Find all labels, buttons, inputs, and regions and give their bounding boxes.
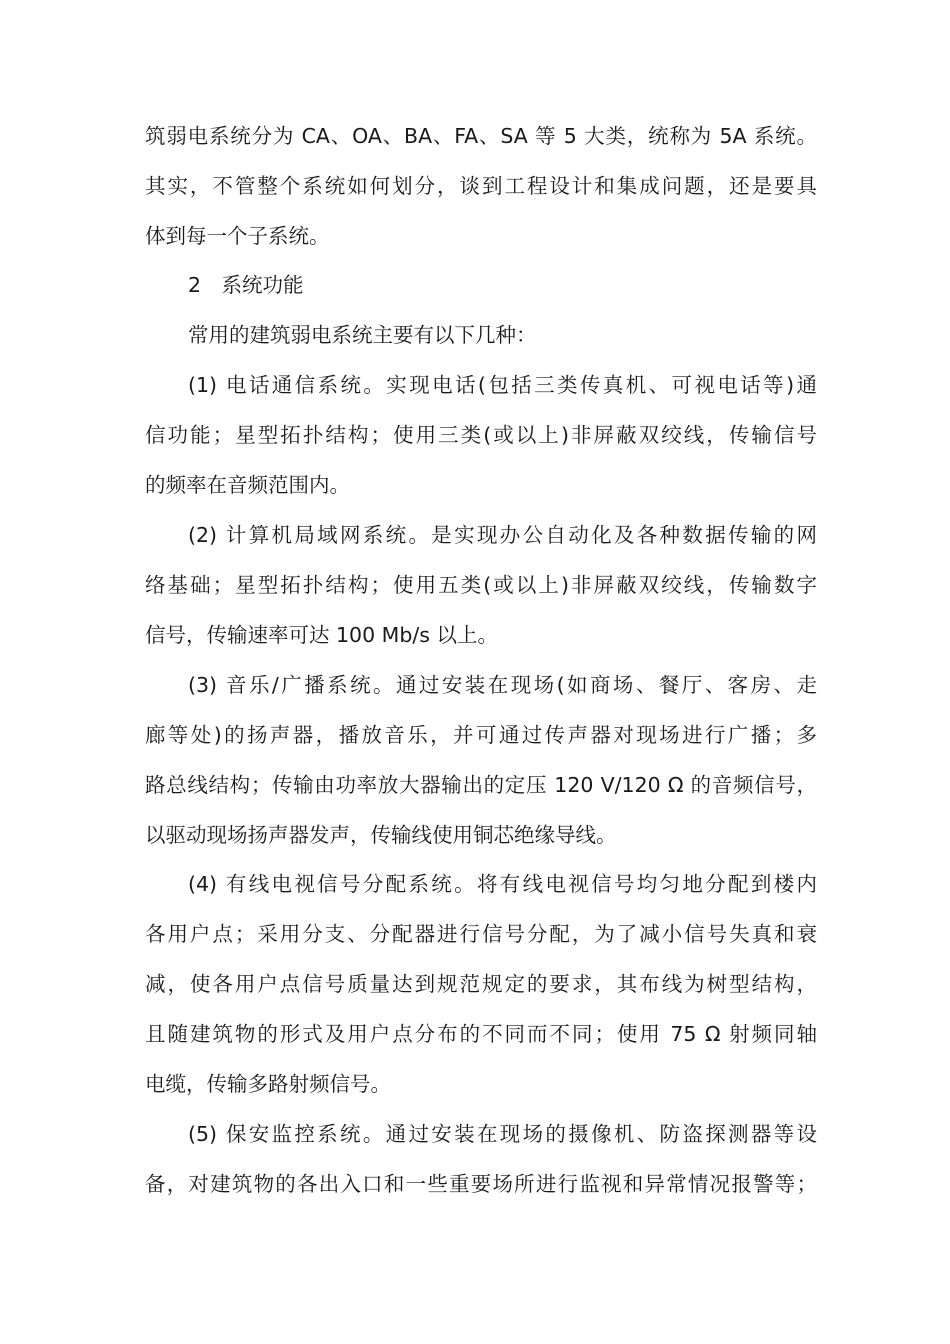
list-item-line: (2) 计算机局域网系统。是实现办公自动化及各种数据传输的网 <box>188 523 817 547</box>
list-item-line: 减，使各用户点信号质量达到规范规定的要求，其布线为树型结构， <box>145 972 817 996</box>
list-item-line: (5) 保安监控系统。通过安装在现场的摄像机、防盗探测器等设 <box>188 1122 817 1146</box>
list-item-line: 以驱动现场扬声器发声，传输线使用铜芯绝缘导线。 <box>145 823 617 847</box>
list-item-line: 的频率在音频范围内。 <box>145 473 350 497</box>
body-text-line: 体到每一个子系统。 <box>145 224 330 248</box>
list-item-line: (1) 电话通信系统。实现电话(包括三类传真机、可视电话等)通 <box>188 373 817 397</box>
list-item-line: 备，对建筑物的各出入口和一些重要场所进行监视和异常情况报警等； <box>145 1172 817 1196</box>
list-item-line: 路总线结构；传输由功率放大器输出的定压 120 V/120 Ω 的音频信号， <box>145 773 817 797</box>
body-text-line: 常用的建筑弱电系统主要有以下几种： <box>188 323 537 347</box>
list-item-line: 且随建筑物的形式及用户点分布的不同而不同；使用 75 Ω 射频同轴 <box>145 1022 817 1046</box>
list-item-line: (3) 音乐/广播系统。通过安装在现场(如商场、餐厅、客房、走 <box>188 673 817 697</box>
list-item-line: 络基础；星型拓扑结构；使用五类(或以上)非屏蔽双绞线，传输数字 <box>145 573 817 597</box>
list-item-line: 各用户点；采用分支、分配器进行信号分配，为了减小信号失真和衰 <box>145 922 817 946</box>
list-item-line: 信功能；星型拓扑结构；使用三类(或以上)非屏蔽双绞线，传输信号 <box>145 423 817 447</box>
list-item-line: 电缆，传输多路射频信号。 <box>145 1072 391 1096</box>
list-item-line: 信号，传输速率可达 100 Mb/s 以上。 <box>145 623 498 647</box>
body-text-line: 筑弱电系统分为 CA、OA、BA、FA、SA 等 5 大类，统称为 5A 系统。 <box>145 124 817 148</box>
list-item-line: (4) 有线电视信号分配系统。将有线电视信号均匀地分配到楼内 <box>188 872 817 896</box>
body-text-line: 其实，不管整个系统如何划分，谈到工程设计和集成问题，还是要具 <box>145 174 817 198</box>
list-item-line: 廊等处)的扬声器，播放音乐，并可通过传声器对现场进行广播；多 <box>145 723 817 747</box>
section-heading: 2 系统功能 <box>188 273 304 297</box>
